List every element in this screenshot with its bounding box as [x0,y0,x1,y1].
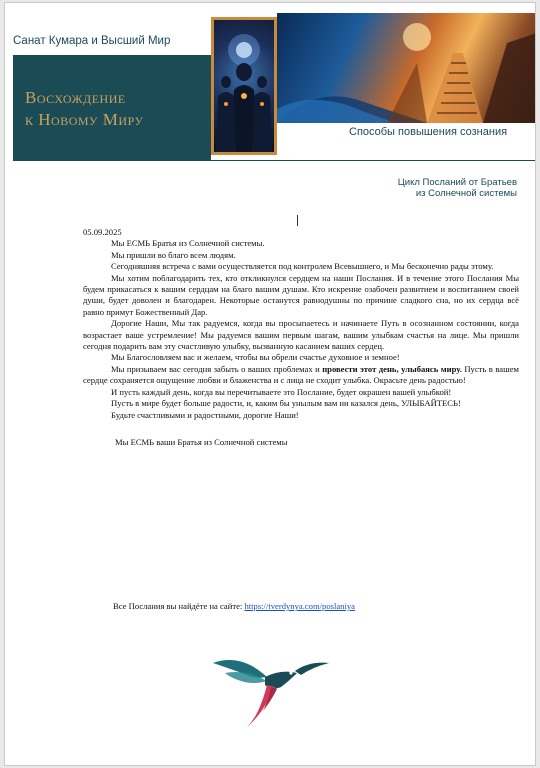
paragraph-1: Сегодняшняя встреча с вами осуществляется под контролем Всевышнего, и Мы бесконечно рады этому. [111,261,494,272]
paragraph-7: Пусть в мире будет больше радости, и, каким бы унылым вам ни казался день, УЛЫБАЙТЕСЬ! [111,398,461,409]
greeting-line-1: Мы ЕСМЬ Братья из Солнечной системы. [111,238,265,249]
paragraph-5-start: Мы призываем вас сегодня забыть о ваших проблемах и [111,363,323,374]
header-banner-panel [13,35,211,161]
letter-date: 05.09.2025 [83,227,122,237]
text-cursor [297,215,298,226]
header-art-stairway [277,13,536,123]
document-page [4,2,536,766]
glowing-figures-icon [214,20,274,152]
footer-line [113,601,513,612]
paragraph-4: Мы Благословляем вас и желаем, чтобы вы обрели счастье духовное и земное! [111,352,400,363]
hummingbird-logo-icon [211,651,331,731]
site-link[interactable]: https://tverdynya.com/poslaniya [244,601,355,611]
letter-body[interactable] [83,227,519,448]
paragraph-5 [83,364,519,387]
header-divider [211,160,536,161]
footer-label: Все Послания вы найдёте на сайте: [113,601,245,611]
header-title [25,87,215,131]
paragraph-2: Мы хотим поблагодарить тех, кто откликнулся сердцем на наши Послания. И в течение этого Послания Мы будем прикасаться к вашим сердцам на благо вашим душам. Кто искренне озабочен развитием и воспитанием своей души, будет доволен и благодарен. Некоторые останутся равнодушны по причине сладкого сна, но их сердца всё равно примут Божественный Дар. [83,272,519,317]
cycle-note-line-1: Цикл Посланий от Братьев [397,177,517,188]
cycle-note-line-2: из Солнечной системы [415,188,517,199]
paragraph-6: И пусть каждый день, когда вы перечитываете это Послание, будет окрашен вашей улыбкой! [111,386,452,397]
stairway-landscape-icon [277,13,536,123]
signature: Мы ЕСМЬ ваши Братья из Солнечной системы [115,436,288,447]
paragraph-8: Будьте счастливыми и радостными, дорогие Наши! [111,409,299,420]
header-title-line-1: Восхождение [25,88,126,107]
header-art-beings [211,17,277,155]
header-title-line-2: к Новому Миру [25,110,144,129]
greeting-line-2: Мы пришли во благо всем людям. [111,249,236,260]
paragraph-5-end: Пусть в вашем сердце сохраняется ощущение любви и блаженства и с лица не сходит улыбка. Окрасьте день радостью! [83,363,519,386]
header-subtitle: Способы повышения сознания [349,126,508,138]
series-name: Санат Кумара и Высший Мир [13,35,171,47]
paragraph-3: Дорогие Наши, Мы так радуемся, когда вы просыпаетесь и начинаете Путь в осознанном состоянии, когда возрастает ваше устремление! Мы радуемся вашим первым шагам, вашим улыбкам счастья на лице. Мы пришли сегодня подарить вам эту счастливую улыбку, вызванную касанием ваших сердец. [83,318,519,352]
cycle-note [398,177,517,199]
paragraph-5-emphasis: провести этот день, улыбаясь миру. [322,363,462,374]
